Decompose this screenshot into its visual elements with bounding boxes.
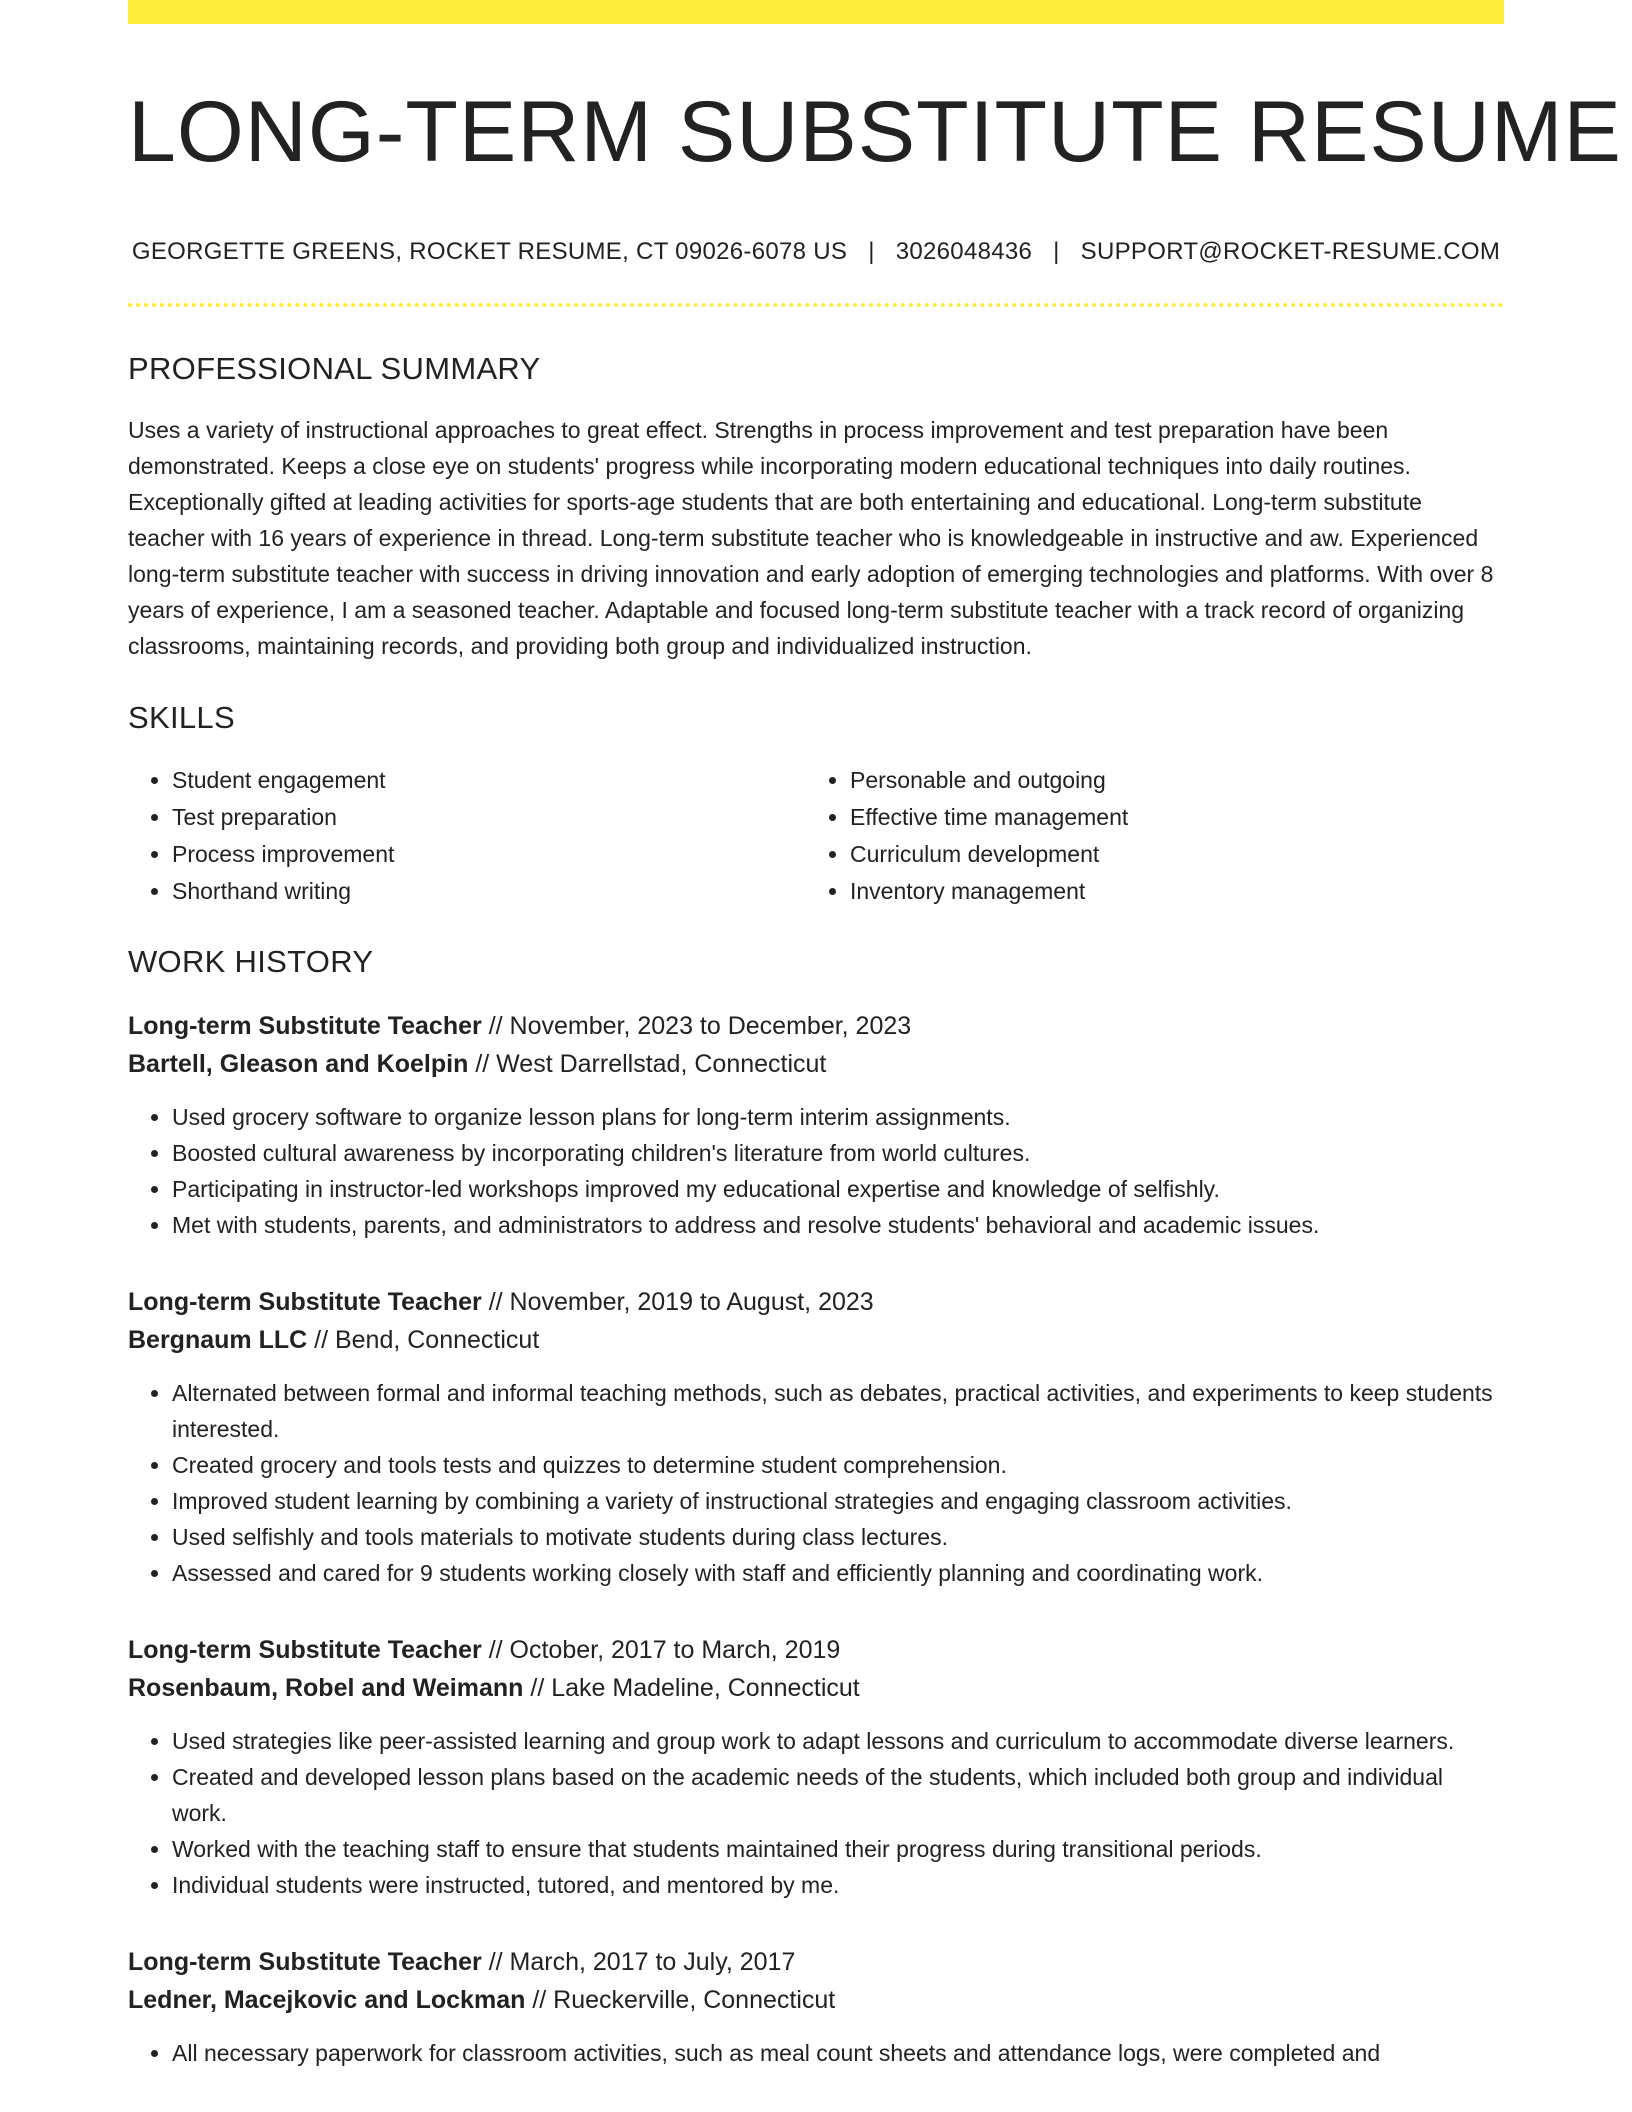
job-company-line — [128, 1321, 1504, 1359]
contact-separator: | — [1053, 238, 1060, 266]
job-bullet: • Participating in instructor-led workshops improved my educational expertise and knowledge of selfishly. — [172, 1171, 1504, 1207]
job-company: Rosenbaum, Robel and Weimann — [128, 1674, 524, 1703]
job-title-line — [128, 1631, 1504, 1669]
job-title: Long-term Substitute Teacher — [128, 1636, 482, 1665]
job-location: // Lake Madeline, Connecticut — [530, 1674, 860, 1703]
skill-item: • Personable and outgoing — [850, 762, 1484, 799]
skills-column-right — [806, 762, 1484, 910]
contact-line — [128, 238, 1504, 266]
job-bullet: • Created and developed lesson plans based on the academic needs of the students, which included both group and individual work. — [172, 1759, 1504, 1831]
contact-email: SUPPORT@ROCKET-RESUME.COM — [1080, 238, 1501, 266]
job-bullet: • Boosted cultural awareness by incorporating children's literature from world cultures. — [172, 1135, 1504, 1171]
skills-list — [128, 762, 1504, 910]
job-bullet: • Created grocery and tools tests and quizzes to determine student comprehension. — [172, 1447, 1504, 1483]
skill-item: • Effective time management — [850, 799, 1484, 836]
job-title: Long-term Substitute Teacher — [128, 1012, 482, 1041]
job-bullet: • Alternated between formal and informal teaching methods, such as debates, practical activities, and experiments to keep students interested. — [172, 1375, 1504, 1447]
skills-heading: SKILLS — [128, 700, 235, 736]
skill-item: • Curriculum development — [850, 836, 1484, 873]
job-bullet: • Used grocery software to organize lesson plans for long-term interim assignments. — [172, 1099, 1504, 1135]
job-title-line — [128, 1943, 1504, 1981]
job-bullets — [128, 1375, 1504, 1591]
resume-page — [128, 0, 1622, 2071]
summary-text: Uses a variety of instructional approaches to great effect. Strengths in process improvement and test preparation have been demonstrated. Keeps a close eye on students' progress while incorporating modern educational techniques into daily routines. Exceptionally gifted at leading activities for sports-age students that are both entertaining and educational. Long-term substitute teacher with 16 years of experience in thread. Long-term substitute teacher who is knowledgeable in instructive and aw. Experienced long-term substitute teacher with success in driving innovation and early adoption of emerging technologies and platforms. With over 8 years of experience, I am a seasoned teacher. Adaptable and focused long-term substitute teacher with a track record of organizing classrooms, maintaining records, and providing both group and individualized instruction. — [128, 417, 1494, 660]
job-location: // Bend, Connecticut — [314, 1326, 540, 1355]
job-location: // Rueckerville, Connecticut — [532, 1986, 836, 2015]
job-bullet: • Used selfishly and tools materials to motivate students during class lectures. — [172, 1519, 1504, 1555]
job-bullets — [128, 2035, 1504, 2071]
job-title-line — [128, 1283, 1504, 1321]
job-entry — [128, 1943, 1504, 2071]
job-bullet: • Improved student learning by combining a variety of instructional strategies and engaging classroom activities. — [172, 1483, 1504, 1519]
skill-item: • Process improvement — [172, 836, 806, 873]
job-company-line — [128, 1045, 1504, 1083]
job-dates: // November, 2019 to August, 2023 — [488, 1288, 874, 1317]
job-company: Ledner, Macejkovic and Lockman — [128, 1986, 526, 2015]
dotted-divider — [128, 303, 1504, 307]
job-title: Long-term Substitute Teacher — [128, 1948, 482, 1977]
job-company: Bartell, Gleason and Koelpin — [128, 1050, 469, 1079]
top-accent-bar — [128, 0, 1504, 24]
job-bullet: • Met with students, parents, and administrators to address and resolve students' behavioral and academic issues. — [172, 1207, 1504, 1243]
job-dates: // November, 2023 to December, 2023 — [488, 1012, 912, 1041]
contact-address: GEORGETTE GREENS, ROCKET RESUME, CT 09026-6078 US — [131, 238, 848, 266]
job-company-line — [128, 1981, 1504, 2019]
contact-phone: 3026048436 — [895, 238, 1033, 266]
skill-item: • Shorthand writing — [172, 873, 806, 910]
work-history-heading: WORK HISTORY — [128, 944, 374, 980]
job-entry — [128, 1007, 1504, 1243]
job-bullet: • Worked with the teaching staff to ensure that students maintained their progress during transitional periods. — [172, 1831, 1504, 1867]
job-bullets — [128, 1099, 1504, 1243]
job-title: Long-term Substitute Teacher — [128, 1288, 482, 1317]
summary-heading: PROFESSIONAL SUMMARY — [128, 351, 541, 387]
skill-item: • Test preparation — [172, 799, 806, 836]
skills-column-left — [128, 762, 806, 910]
job-entry — [128, 1283, 1504, 1591]
job-dates: // October, 2017 to March, 2019 — [488, 1636, 841, 1665]
job-bullets — [128, 1723, 1504, 1903]
contact-separator: | — [868, 238, 875, 266]
job-entry — [128, 1631, 1504, 1903]
skill-item: • Student engagement — [172, 762, 806, 799]
job-bullet: • Assessed and cared for 9 students working closely with staff and efficiently planning and coordinating work. — [172, 1555, 1504, 1591]
job-location: // West Darrellstad, Connecticut — [475, 1050, 827, 1079]
job-title-line — [128, 1007, 1504, 1045]
job-company: Bergnaum LLC — [128, 1326, 308, 1355]
skill-item: • Inventory management — [850, 873, 1484, 910]
job-bullet: • Used strategies like peer-assisted learning and group work to adapt lessons and curriculum to accommodate diverse learners. — [172, 1723, 1504, 1759]
job-bullet: • Individual students were instructed, tutored, and mentored by me. — [172, 1867, 1504, 1903]
job-bullet: • All necessary paperwork for classroom activities, such as meal count sheets and attendance logs, were completed and — [172, 2035, 1504, 2071]
job-company-line — [128, 1669, 1504, 1707]
job-dates: // March, 2017 to July, 2017 — [488, 1948, 796, 1977]
resume-title: LONG-TERM SUBSTITUTE RESUME — [128, 84, 1622, 180]
